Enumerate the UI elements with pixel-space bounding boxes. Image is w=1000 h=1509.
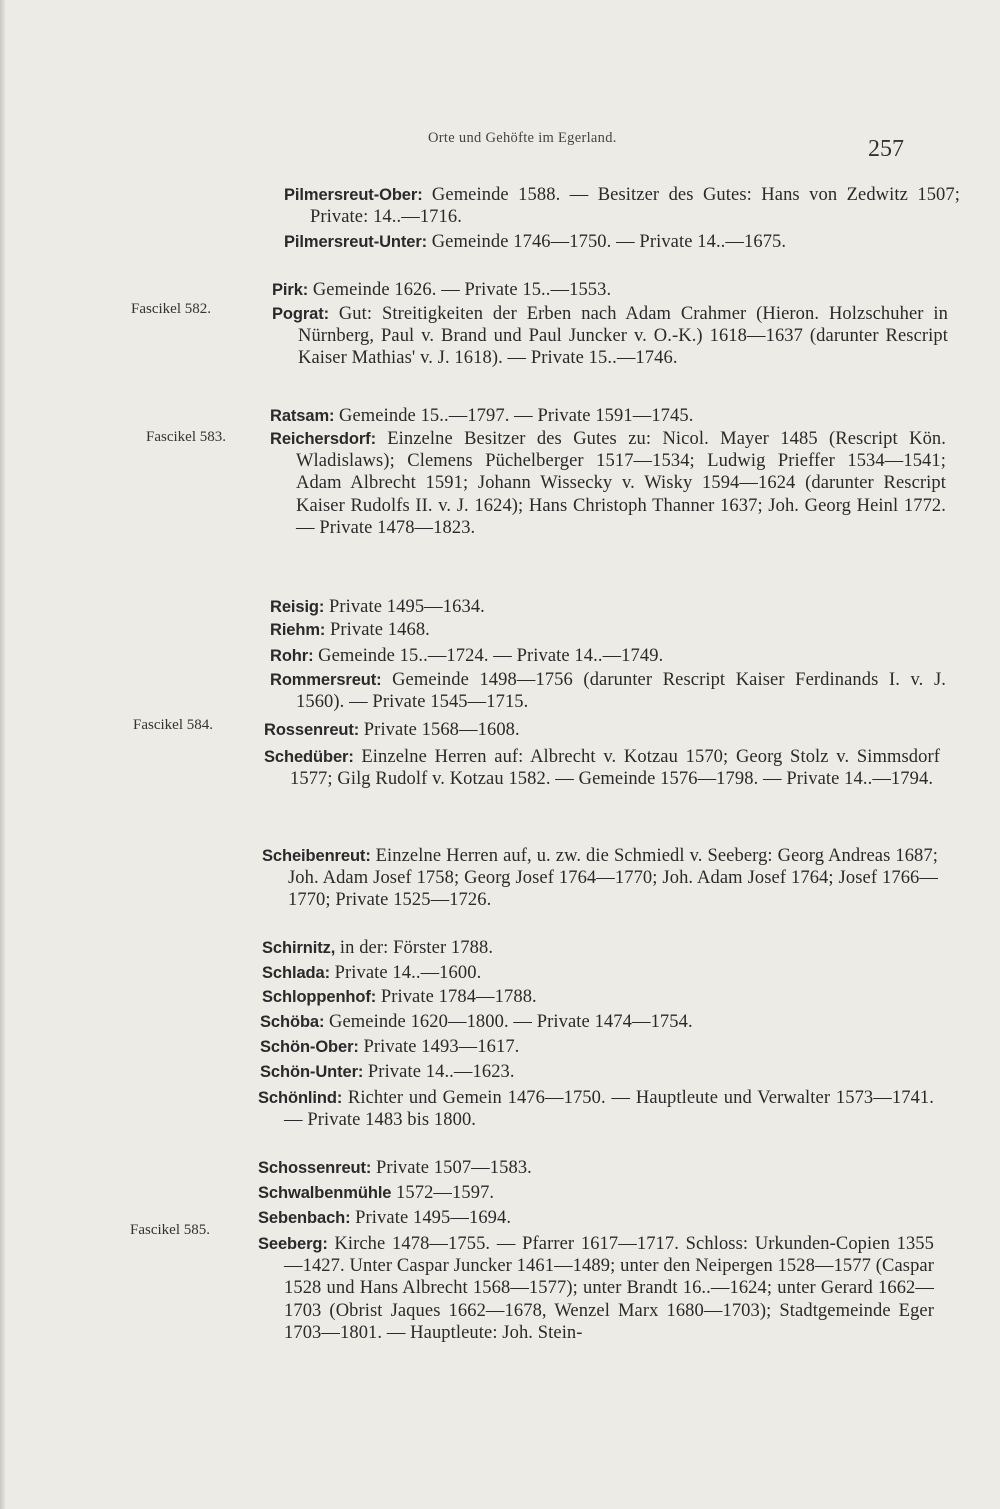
entry-text: Gemeinde 15..—1797. — Private 1591—1745. — [339, 406, 694, 426]
entry-headword: Pilmersreut-Ober: — [284, 186, 423, 204]
entry-headword: Schönlind: — [258, 1089, 343, 1107]
entry-headword: Rommersreut: — [270, 671, 382, 689]
entry-text: Private 14..—1623. — [367, 1062, 515, 1082]
entry-pograt — [272, 303, 948, 370]
entry-schonlind — [258, 1087, 934, 1131]
entry-rossenreut — [264, 719, 940, 741]
entry-pilmersreut-ober — [284, 184, 960, 228]
entry-headword: Schöba: — [260, 1013, 325, 1031]
entry-text: Gemeinde 1498—1756 (darunter Rescript Kaiser Ferdinands I. v. J. 1560). — Private 1545—1715. — [296, 670, 947, 713]
entry-headword: Seeberg: — [258, 1235, 328, 1253]
entry-text: 1572—1597. — [396, 1183, 495, 1203]
entry-schloppenhof — [262, 986, 938, 1008]
entry-text: Gemeinde 1620—1800. — Private 1474—1754. — [329, 1012, 693, 1032]
entry-schoba — [260, 1011, 936, 1033]
entry-text: Kirche 1478—1755. — Pfarrer 1617—1717. Schloss: Urkunden-Copien 1355—1427. Unter Caspar Juncker 1461—1489; unter den Neipergen 1528—1577 (Caspar 1528 und Hans Albrecht 1568—1577); unter Brandt 16..—1624; unter Gerard 1662—1703 (Obrist Jaques 1662—1678, Wenzel Marx 1680—1703); Stadtgemeinde Eger 1703—1801. — Hauptleute: Joh. Stein- — [284, 1234, 935, 1343]
entry-scheduber — [264, 746, 940, 790]
entry-text: Private 1784—1788. — [380, 987, 537, 1007]
entry-text: Gemeinde 1746—1750. — Private 14..—1675. — [431, 232, 787, 252]
entry-text: Private 1495—1694. — [355, 1208, 512, 1228]
entry-text: Richter und Gemein 1476—1750. — Hauptleute und Verwalter 1573—1741. — Private 1483 bis 1800. — [284, 1088, 934, 1131]
entry-schon-ober — [260, 1036, 936, 1058]
margin-note-fascikel-583: Fascikel 583. — [146, 429, 226, 445]
entry-schlada — [262, 962, 938, 984]
entry-text: Gemeinde 15..—1724. — Private 14..—1749. — [318, 646, 664, 666]
entry-rohr — [270, 645, 946, 667]
entry-ratsam — [270, 405, 946, 427]
entry-text: Private 1507—1583. — [375, 1158, 532, 1178]
entry-text: Gut: Streitigkeiten der Erben nach Adam Crahmer (Hieron. Holzschuher in Nürnberg, Paul v. Brand und Paul Juncker v. O.-K.) 1618—1637 (darunter Rescript Kaiser Mathias' v. J. 1618). — Private 15..—1746. — [298, 304, 948, 369]
entry-text: Private 1493—1617. — [363, 1037, 520, 1057]
entry-headword: Reichersdorf: — [270, 430, 376, 448]
entry-text: in der: Förster 1788. — [339, 938, 494, 958]
page-number: 257 — [868, 136, 904, 162]
entry-headword: Pirk: — [272, 281, 309, 299]
entry-headword: Scheibenreut: — [262, 847, 371, 865]
entry-text: Einzelne Besitzer des Gutes zu: Nicol. Mayer 1485 (Rescript Kön. Wladislaws); Clemens Püchelberger 1517—1534; Ludwig Prieffer 1534—1541; Adam Albrecht 1591; Johann Wissecky v. Wisky 1594—1624 (darunter Rescript Kaiser Rudolfs II. v. J. 1624); Hans Christoph Thanner 1637; Joh. Georg Heinl 1772. — Private 1478—1823. — [296, 429, 946, 538]
entry-schossenreut — [258, 1157, 934, 1179]
page-edge-shadow — [0, 0, 6, 1509]
entry-headword: Schlada: — [262, 964, 330, 982]
entry-sebenbach — [258, 1207, 934, 1229]
entry-headword: Riehm: — [270, 621, 326, 639]
entry-text: Einzelne Herren auf, u. zw. die Schmiedl v. Seeberg: Georg Andreas 1687; Joh. Adam Josef 1758; Georg Josef 1764—1770; Joh. Adam Josef 1764; Josef 1766—1770; Private 1525—1726. — [288, 846, 938, 911]
margin-note-fascikel-582: Fascikel 582. — [131, 301, 211, 317]
entry-headword: Schön-Unter: — [260, 1063, 364, 1081]
entry-headword: Pilmersreut-Unter: — [284, 233, 428, 251]
entry-headword: Reisig: — [270, 598, 325, 616]
entry-text: Gemeinde 1588. — Besitzer des Gutes: Hans von Zedwitz 1507; Private: 14..—1716. — [310, 185, 960, 228]
entry-headword: Schedüber: — [264, 748, 354, 766]
entry-headword: Ratsam: — [270, 407, 335, 425]
entry-text: Private 14..—1600. — [334, 963, 482, 983]
entry-headword: Rohr: — [270, 647, 314, 665]
entry-seeberg — [258, 1233, 934, 1344]
entry-headword: Schloppenhof: — [262, 988, 377, 1006]
entry-headword: Sebenbach: — [258, 1209, 351, 1227]
entry-reisig — [270, 596, 946, 618]
entry-riehm — [270, 619, 946, 641]
entry-rommersreut — [270, 669, 946, 713]
entry-reichersdorf — [270, 428, 946, 539]
entry-scheibenreut — [262, 845, 938, 912]
entry-headword: Rossenreut: — [264, 721, 360, 739]
entry-headword: Pograt: — [272, 305, 330, 323]
entry-pirk — [272, 279, 948, 301]
entry-schirnitz — [262, 937, 938, 959]
running-head: Orte und Gehöfte im Egerland. — [428, 130, 617, 146]
entry-text: Einzelne Herren auf: Albrecht v. Kotzau 1570; Georg Stolz v. Simmsdorf 1577; Gilg Rudolf v. Kotzau 1582. — Gemeinde 1576—1798. — Private 14..—1794. — [290, 747, 940, 790]
entry-text: Private 1568—1608. — [363, 720, 520, 740]
entry-schon-unter — [260, 1061, 936, 1083]
entry-headword: Schön-Ober: — [260, 1038, 359, 1056]
entry-schwalbenmuhle — [258, 1182, 934, 1204]
margin-note-fascikel-585: Fascikel 585. — [130, 1222, 210, 1238]
entry-text: Gemeinde 1626. — Private 15..—1553. — [312, 280, 612, 300]
entry-headword: Schirnitz, — [262, 939, 336, 957]
entry-text: Private 1468. — [329, 620, 430, 640]
entry-pilmersreut-unter — [284, 231, 960, 253]
entry-text: Private 1495—1634. — [328, 597, 485, 617]
entry-headword: Schossenreut: — [258, 1159, 372, 1177]
margin-note-fascikel-584: Fascikel 584. — [133, 717, 213, 733]
entry-headword: Schwalbenmühle — [258, 1184, 392, 1202]
